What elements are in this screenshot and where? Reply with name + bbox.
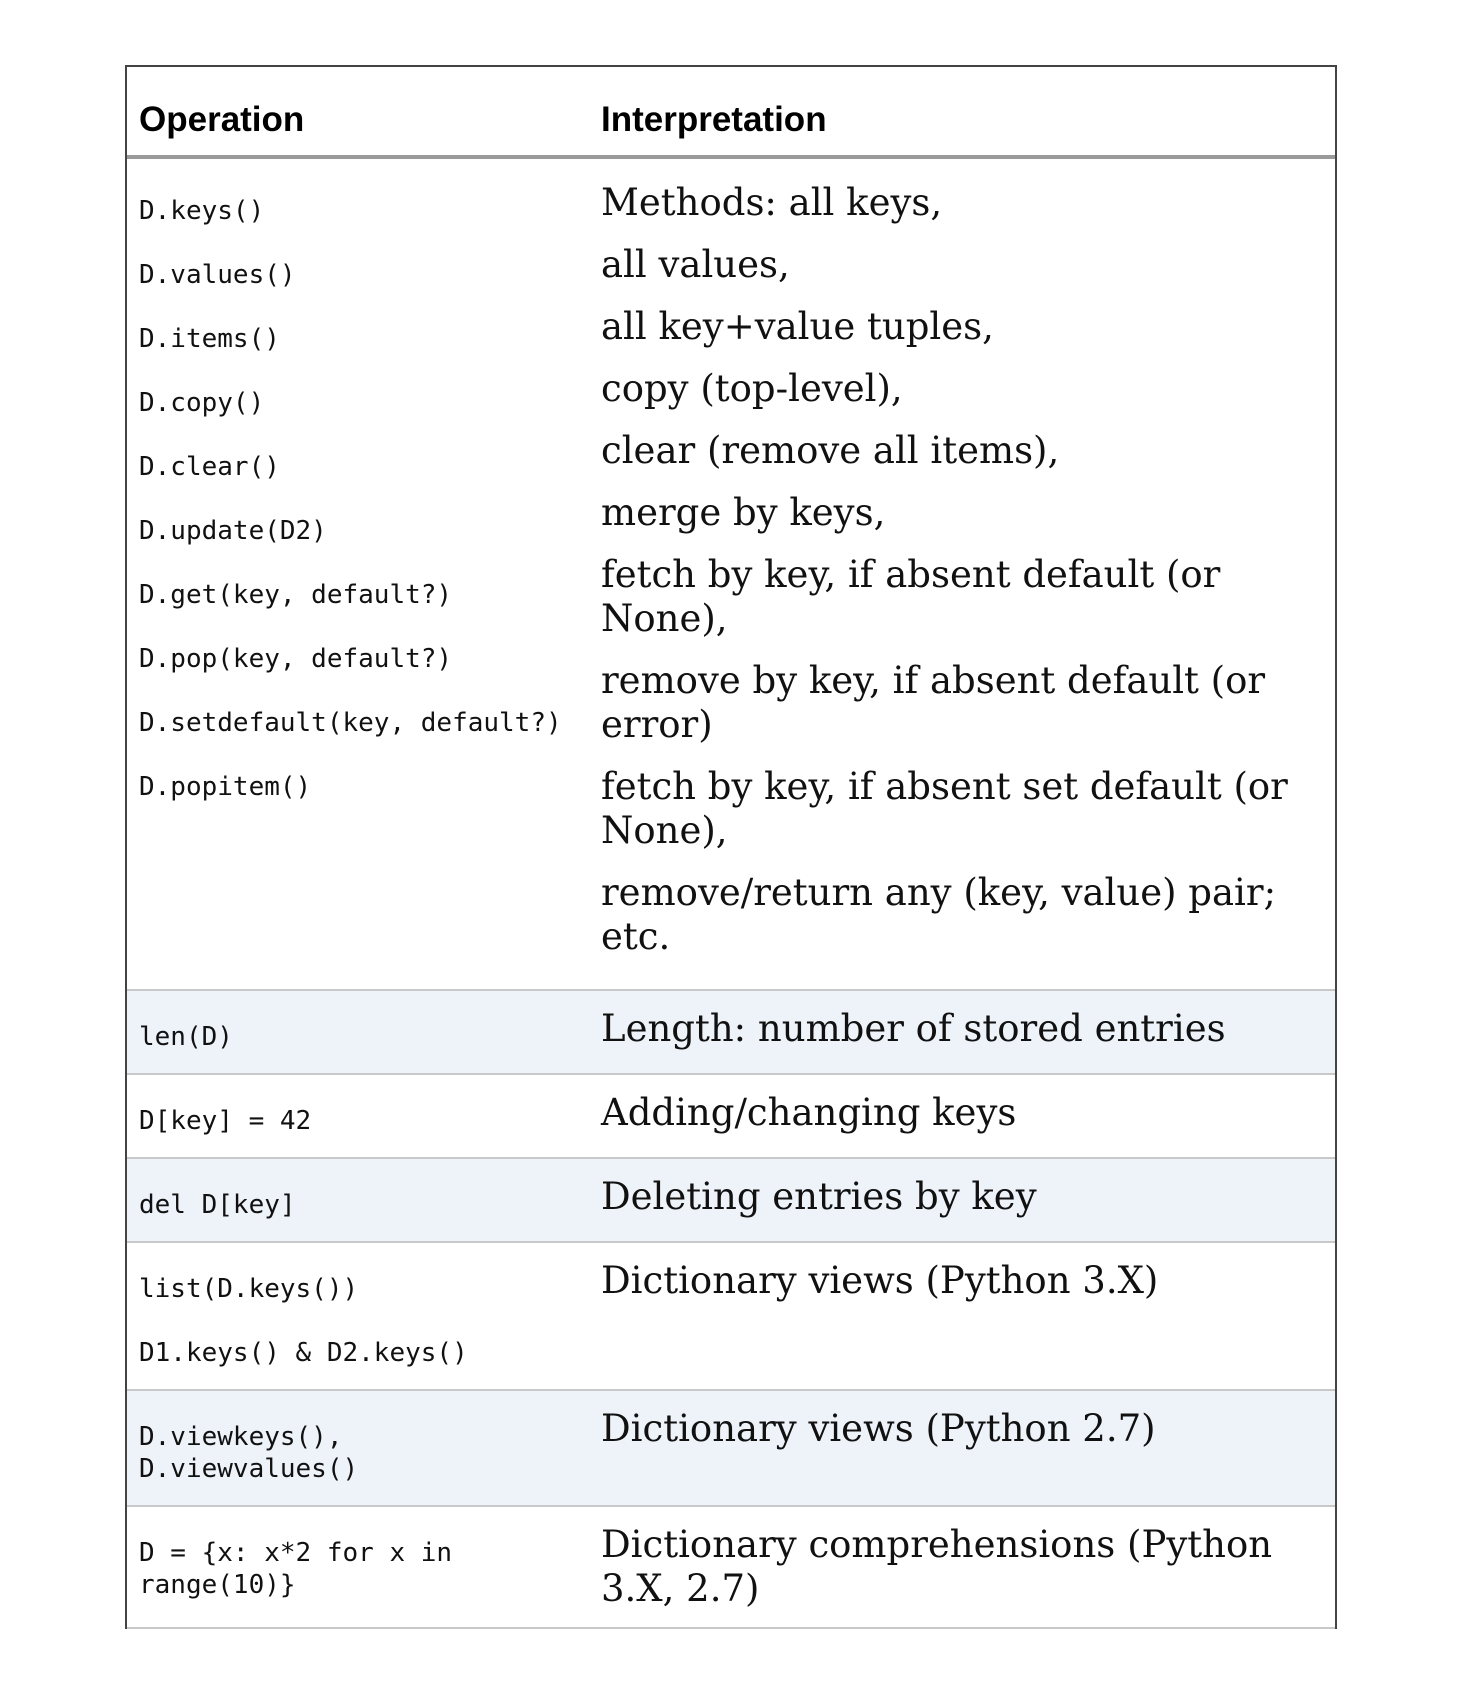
table-body bbox=[127, 157, 1335, 1628]
interpretation-text: merge by keys, bbox=[601, 491, 886, 534]
interpretation-text: Adding/changing keys bbox=[601, 1091, 1017, 1134]
table-row bbox=[127, 1506, 1335, 1628]
operations-table bbox=[127, 67, 1335, 1629]
interpretation-text: Dictionary comprehensions (Python 3.X, 2.7) bbox=[601, 1523, 1273, 1610]
interpretation-text: Dictionary views (Python 3.X) bbox=[601, 1259, 1159, 1302]
header-operation: Operation bbox=[127, 67, 589, 157]
table-row bbox=[127, 1390, 1335, 1506]
table-row bbox=[127, 990, 1335, 1074]
table-row bbox=[127, 1074, 1335, 1158]
operation-code: list(D.keys()) bbox=[139, 1274, 359, 1304]
header-row bbox=[127, 67, 1335, 157]
operation-code: D1.keys() & D2.keys() bbox=[139, 1338, 468, 1368]
interpretation-text: Deleting entries by key bbox=[601, 1175, 1037, 1218]
interpretation-text: all values, bbox=[601, 243, 790, 286]
interpretation-text: fetch by key, if absent default (or None), bbox=[601, 553, 1221, 640]
table-row bbox=[127, 1158, 1335, 1242]
interpretation-text: Methods: all keys, bbox=[601, 181, 943, 224]
header-interpretation: Interpretation bbox=[589, 67, 1335, 157]
operation-code: D.copy() bbox=[139, 388, 265, 418]
interpretation-cell bbox=[589, 1158, 1335, 1242]
interpretation-cell bbox=[589, 1506, 1335, 1628]
interpretation-text: Length: number of stored entries bbox=[601, 1007, 1226, 1050]
table-header bbox=[127, 67, 1335, 157]
operation-code: D.clear() bbox=[139, 452, 280, 482]
operation-code: D.popitem() bbox=[139, 772, 312, 802]
interpretation-text: clear (remove all items), bbox=[601, 429, 1060, 472]
operation-code: del D[key] bbox=[139, 1190, 296, 1220]
operation-code: D.get(key, default?) bbox=[139, 580, 453, 610]
interpretation-cell bbox=[589, 157, 1335, 990]
interpretation-text: all key+value tuples, bbox=[601, 305, 994, 348]
operation-code: D.pop(key, default?) bbox=[139, 644, 453, 674]
operation-code: D.setdefault(key, default?) bbox=[139, 708, 562, 738]
interpretation-cell bbox=[589, 1390, 1335, 1506]
operation-cell bbox=[127, 1506, 589, 1628]
operation-code: D.update(D2) bbox=[139, 516, 327, 546]
operation-cell bbox=[127, 1242, 589, 1390]
operation-code: D.keys() bbox=[139, 196, 265, 226]
operation-code: D = {x: x*2 for x in range(10)} bbox=[139, 1538, 453, 1600]
interpretation-text: Dictionary views (Python 2.7) bbox=[601, 1407, 1156, 1450]
operation-cell bbox=[127, 157, 589, 990]
table-row bbox=[127, 1242, 1335, 1390]
operation-cell bbox=[127, 1074, 589, 1158]
interpretation-text: fetch by key, if absent set default (or None), bbox=[601, 765, 1288, 852]
interpretation-text: remove by key, if absent default (or error) bbox=[601, 659, 1266, 746]
table-row-methods bbox=[127, 157, 1335, 990]
interpretation-cell bbox=[589, 990, 1335, 1074]
operation-code: D.viewkeys(), D.viewvalues() bbox=[139, 1422, 359, 1484]
operation-code: D[key] = 42 bbox=[139, 1106, 312, 1136]
operation-cell bbox=[127, 990, 589, 1074]
operation-cell bbox=[127, 1158, 589, 1242]
operation-code: len(D) bbox=[139, 1022, 233, 1052]
operation-cell bbox=[127, 1390, 589, 1506]
interpretation-cell bbox=[589, 1242, 1335, 1390]
operation-code: D.values() bbox=[139, 260, 296, 290]
interpretation-text: remove/return any (key, value) pair; etc. bbox=[601, 871, 1277, 958]
interpretation-text: copy (top-level), bbox=[601, 367, 903, 410]
dictionary-operations-table bbox=[125, 65, 1337, 1629]
interpretation-cell bbox=[589, 1074, 1335, 1158]
operation-code: D.items() bbox=[139, 324, 280, 354]
